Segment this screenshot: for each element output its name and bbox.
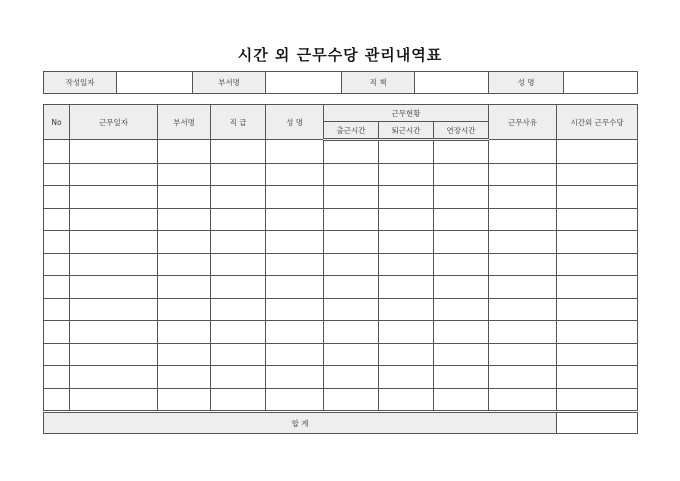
cell-dept[interactable] bbox=[158, 186, 211, 209]
cell-ext[interactable] bbox=[434, 231, 489, 254]
cell-reason[interactable] bbox=[489, 321, 557, 344]
col-header-grade: 직 급 bbox=[211, 105, 266, 140]
cell-allowance[interactable] bbox=[557, 163, 638, 186]
col-header-no: No bbox=[44, 105, 70, 140]
cell-reason[interactable] bbox=[489, 163, 557, 186]
cell-dept[interactable] bbox=[158, 366, 211, 389]
info-field-position[interactable] bbox=[415, 72, 489, 94]
cell-grade[interactable] bbox=[211, 231, 266, 254]
cell-no[interactable] bbox=[44, 366, 70, 389]
cell-ext[interactable] bbox=[434, 253, 489, 276]
cell-grade[interactable] bbox=[211, 276, 266, 299]
cell-out[interactable] bbox=[379, 321, 434, 344]
cell-no[interactable] bbox=[44, 163, 70, 186]
cell-grade[interactable] bbox=[211, 388, 266, 412]
cell-grade[interactable] bbox=[211, 298, 266, 321]
cell-date[interactable] bbox=[70, 186, 158, 209]
cell-reason[interactable] bbox=[489, 253, 557, 276]
table-row bbox=[44, 231, 638, 254]
cell-allowance[interactable] bbox=[557, 253, 638, 276]
cell-out[interactable] bbox=[379, 253, 434, 276]
page-title: 시간 외 근무수당 관리내역표 bbox=[237, 46, 443, 64]
cell-grade[interactable] bbox=[211, 321, 266, 344]
cell-reason[interactable] bbox=[489, 186, 557, 209]
cell-grade[interactable] bbox=[211, 343, 266, 366]
cell-name[interactable] bbox=[266, 163, 324, 186]
cell-grade[interactable] bbox=[211, 366, 266, 389]
cell-ext[interactable] bbox=[434, 276, 489, 299]
cell-allowance[interactable] bbox=[557, 140, 638, 164]
total-row bbox=[44, 412, 638, 434]
cell-ext[interactable] bbox=[434, 140, 489, 164]
cell-out[interactable] bbox=[379, 388, 434, 412]
col-header-reason: 근무사유 bbox=[489, 105, 557, 140]
col-header-status-in: 출근시간 bbox=[324, 122, 379, 140]
table-row bbox=[44, 343, 638, 366]
cell-in[interactable] bbox=[324, 388, 379, 412]
cell-name[interactable] bbox=[266, 231, 324, 254]
cell-allowance[interactable] bbox=[557, 366, 638, 389]
cell-date[interactable] bbox=[70, 321, 158, 344]
cell-allowance[interactable] bbox=[557, 321, 638, 344]
cell-dept[interactable] bbox=[158, 343, 211, 366]
cell-grade[interactable] bbox=[211, 208, 266, 231]
cell-no[interactable] bbox=[44, 343, 70, 366]
overtime-table bbox=[43, 104, 638, 434]
cell-dept[interactable] bbox=[158, 163, 211, 186]
table-row bbox=[44, 253, 638, 276]
col-header-allowance: 시간외 근무수당 bbox=[557, 105, 638, 140]
cell-reason[interactable] bbox=[489, 276, 557, 299]
cell-ext[interactable] bbox=[434, 163, 489, 186]
col-header-dept: 부서명 bbox=[158, 105, 211, 140]
cell-name[interactable] bbox=[266, 321, 324, 344]
table-row bbox=[44, 208, 638, 231]
cell-in[interactable] bbox=[324, 298, 379, 321]
total-value[interactable] bbox=[557, 412, 638, 434]
cell-in[interactable] bbox=[324, 140, 379, 164]
cell-in[interactable] bbox=[324, 366, 379, 389]
cell-out[interactable] bbox=[379, 343, 434, 366]
cell-out[interactable] bbox=[379, 231, 434, 254]
cell-date[interactable] bbox=[70, 208, 158, 231]
cell-reason[interactable] bbox=[489, 388, 557, 412]
info-field-name[interactable] bbox=[564, 72, 638, 94]
cell-in[interactable] bbox=[324, 321, 379, 344]
cell-reason[interactable] bbox=[489, 231, 557, 254]
cell-ext[interactable] bbox=[434, 388, 489, 412]
cell-name[interactable] bbox=[266, 366, 324, 389]
cell-ext[interactable] bbox=[434, 186, 489, 209]
cell-grade[interactable] bbox=[211, 253, 266, 276]
table-row bbox=[44, 388, 638, 412]
info-table bbox=[43, 71, 638, 94]
cell-ext[interactable] bbox=[434, 208, 489, 231]
cell-reason[interactable] bbox=[489, 298, 557, 321]
cell-name[interactable] bbox=[266, 208, 324, 231]
table-row bbox=[44, 298, 638, 321]
info-label-name: 성 명 bbox=[489, 72, 564, 94]
cell-reason[interactable] bbox=[489, 366, 557, 389]
col-header-status-group: 근무현황 bbox=[324, 105, 489, 122]
cell-dept[interactable] bbox=[158, 140, 211, 164]
cell-grade[interactable] bbox=[211, 186, 266, 209]
info-label-dept: 부서명 bbox=[193, 72, 266, 94]
cell-allowance[interactable] bbox=[557, 276, 638, 299]
cell-in[interactable] bbox=[324, 231, 379, 254]
cell-in[interactable] bbox=[324, 186, 379, 209]
cell-in[interactable] bbox=[324, 253, 379, 276]
cell-dept[interactable] bbox=[158, 388, 211, 412]
col-header-status-ext: 연장시간 bbox=[434, 122, 489, 140]
cell-ext[interactable] bbox=[434, 366, 489, 389]
cell-reason[interactable] bbox=[489, 343, 557, 366]
info-label-position: 직 책 bbox=[342, 72, 415, 94]
cell-allowance[interactable] bbox=[557, 231, 638, 254]
cell-dept[interactable] bbox=[158, 253, 211, 276]
cell-out[interactable] bbox=[379, 366, 434, 389]
cell-dept[interactable] bbox=[158, 231, 211, 254]
cell-ext[interactable] bbox=[434, 321, 489, 344]
table-row bbox=[44, 163, 638, 186]
cell-out[interactable] bbox=[379, 298, 434, 321]
cell-dept[interactable] bbox=[158, 208, 211, 231]
cell-no[interactable] bbox=[44, 253, 70, 276]
cell-reason[interactable] bbox=[489, 208, 557, 231]
cell-reason[interactable] bbox=[489, 140, 557, 164]
cell-name[interactable] bbox=[266, 276, 324, 299]
cell-name[interactable] bbox=[266, 253, 324, 276]
cell-in[interactable] bbox=[324, 276, 379, 299]
cell-no[interactable] bbox=[44, 140, 70, 164]
cell-name[interactable] bbox=[266, 298, 324, 321]
cell-date[interactable] bbox=[70, 163, 158, 186]
cell-no[interactable] bbox=[44, 208, 70, 231]
table-row bbox=[44, 321, 638, 344]
cell-grade[interactable] bbox=[211, 140, 266, 164]
cell-no[interactable] bbox=[44, 298, 70, 321]
cell-no[interactable] bbox=[44, 231, 70, 254]
cell-date[interactable] bbox=[70, 388, 158, 412]
cell-name[interactable] bbox=[266, 388, 324, 412]
cell-name[interactable] bbox=[266, 140, 324, 164]
cell-no[interactable] bbox=[44, 388, 70, 412]
cell-grade[interactable] bbox=[211, 163, 266, 186]
cell-in[interactable] bbox=[324, 343, 379, 366]
cell-in[interactable] bbox=[324, 163, 379, 186]
col-header-name: 성 명 bbox=[266, 105, 324, 140]
cell-ext[interactable] bbox=[434, 343, 489, 366]
info-field-dept[interactable] bbox=[266, 72, 342, 94]
cell-out[interactable] bbox=[379, 163, 434, 186]
cell-allowance[interactable] bbox=[557, 388, 638, 412]
cell-date[interactable] bbox=[70, 366, 158, 389]
cell-out[interactable] bbox=[379, 276, 434, 299]
cell-allowance[interactable] bbox=[557, 298, 638, 321]
cell-name[interactable] bbox=[266, 186, 324, 209]
cell-dept[interactable] bbox=[158, 298, 211, 321]
cell-allowance[interactable] bbox=[557, 208, 638, 231]
cell-ext[interactable] bbox=[434, 298, 489, 321]
cell-allowance[interactable] bbox=[557, 186, 638, 209]
cell-date[interactable] bbox=[70, 231, 158, 254]
info-field-date[interactable] bbox=[117, 72, 193, 94]
info-label-date: 작성일자 bbox=[44, 72, 117, 94]
cell-date[interactable] bbox=[70, 253, 158, 276]
cell-name[interactable] bbox=[266, 343, 324, 366]
cell-dept[interactable] bbox=[158, 321, 211, 344]
cell-date[interactable] bbox=[70, 140, 158, 164]
cell-out[interactable] bbox=[379, 208, 434, 231]
cell-in[interactable] bbox=[324, 208, 379, 231]
total-label: 합 계 bbox=[44, 412, 557, 434]
table-row bbox=[44, 140, 638, 164]
cell-date[interactable] bbox=[70, 343, 158, 366]
table-row bbox=[44, 186, 638, 209]
cell-no[interactable] bbox=[44, 321, 70, 344]
cell-allowance[interactable] bbox=[557, 343, 638, 366]
table-row bbox=[44, 366, 638, 389]
cell-out[interactable] bbox=[379, 140, 434, 164]
cell-date[interactable] bbox=[70, 276, 158, 299]
cell-out[interactable] bbox=[379, 186, 434, 209]
cell-no[interactable] bbox=[44, 186, 70, 209]
table-row bbox=[44, 276, 638, 299]
col-header-date: 근무일자 bbox=[70, 105, 158, 140]
cell-no[interactable] bbox=[44, 276, 70, 299]
cell-dept[interactable] bbox=[158, 276, 211, 299]
cell-date[interactable] bbox=[70, 298, 158, 321]
col-header-status-out: 퇴근시간 bbox=[379, 122, 434, 140]
